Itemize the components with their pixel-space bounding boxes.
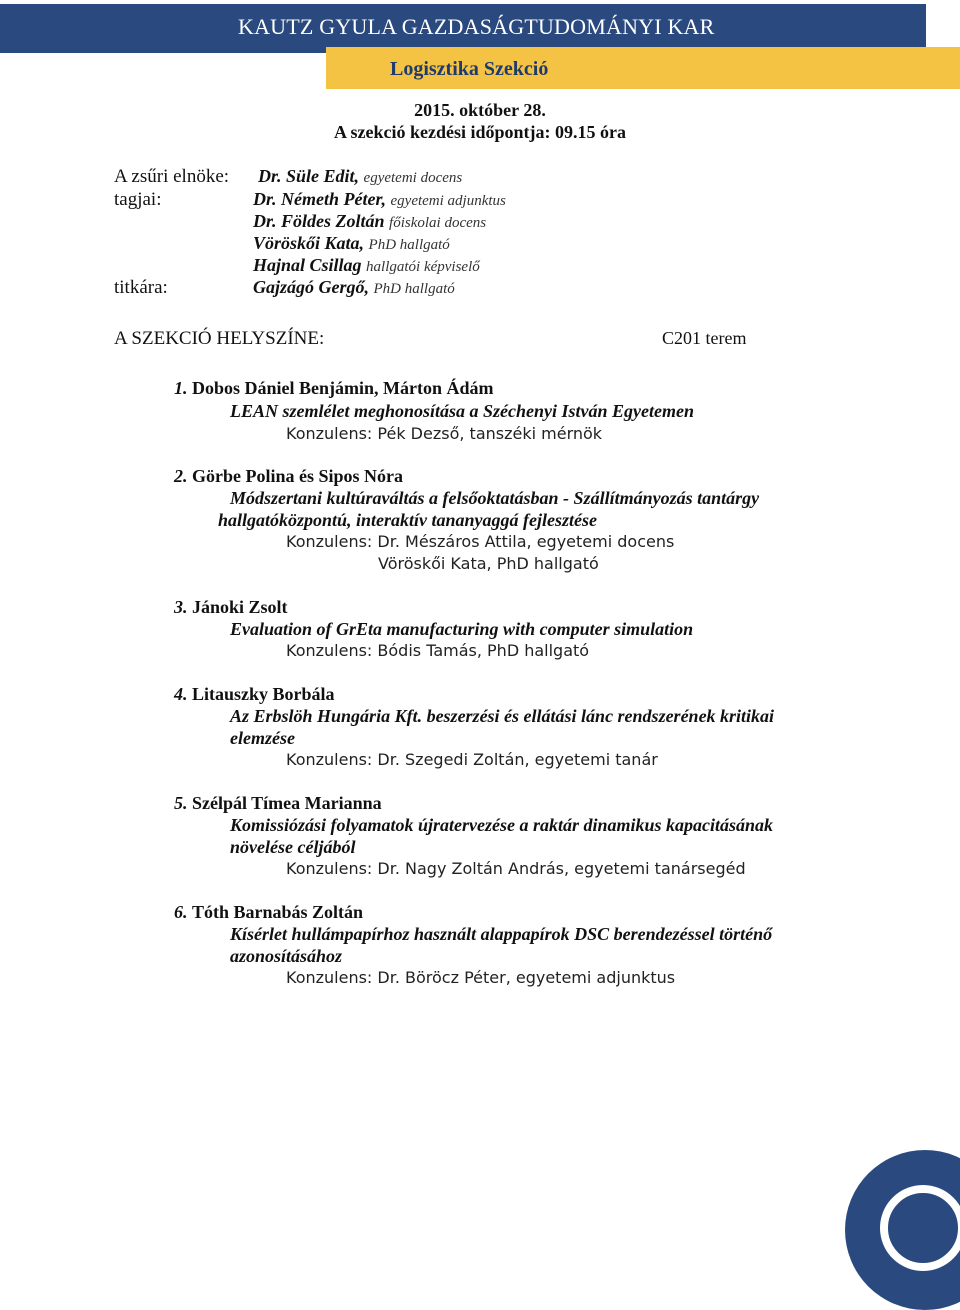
event-date: 2015. október 28. xyxy=(414,100,546,120)
presentation-consultant: Vöröskői Kata, PhD hallgató xyxy=(378,554,599,573)
presentation-header xyxy=(174,902,363,923)
presentation-number: 2. xyxy=(174,466,188,486)
presentation-authors: Tóth Barnabás Zoltán xyxy=(192,902,364,922)
jury-secretary xyxy=(253,277,455,298)
presentation-title: növelése céljából xyxy=(230,837,356,857)
jury-member xyxy=(253,189,506,210)
presentation-title: Komissiózási folyamatok újratervezése a raktár dinamikus kapacitásának xyxy=(230,815,774,835)
presentation-authors: Szélpál Tímea Marianna xyxy=(192,793,382,813)
jury-member-role: PhD hallgató xyxy=(368,237,450,253)
faculty-title: KAUTZ GYULA GAZDASÁGTUDOMÁNYI KAR xyxy=(238,14,715,39)
jury-chair-label: A zsűri elnöke: xyxy=(114,166,230,187)
jury-member-name: Vöröskői Kata, xyxy=(253,233,365,253)
jury-member-name: Dr. Földes Zoltán xyxy=(253,211,385,231)
university-logo-ring xyxy=(880,1185,960,1271)
presentation-authors: Jánoki Zsolt xyxy=(192,597,288,617)
presentation-title: elemzése xyxy=(230,728,295,748)
jury-member-role: hallgatói képviselő xyxy=(366,259,480,275)
presentation-header xyxy=(174,793,382,814)
presentation-consultant: Konzulens: Pék Dezső, tanszéki mérnök xyxy=(286,424,603,443)
jury-member-name: Dr. Németh Péter, xyxy=(253,189,386,209)
jury-member xyxy=(253,233,450,254)
presentation-number: 5. xyxy=(174,793,188,813)
presentation-authors: Dobos Dániel Benjámin, Márton Ádám xyxy=(192,378,494,398)
presentation-title: azonosításához xyxy=(230,946,343,966)
presentation-header xyxy=(174,684,335,705)
jury-member xyxy=(253,211,486,232)
jury-secretary-role: PhD hallgató xyxy=(373,281,455,297)
event-start: A szekció kezdési időpontja: 09.15 óra xyxy=(334,122,626,142)
presentation-header xyxy=(174,466,403,487)
venue-label: A SZEKCIÓ HELYSZÍNE: xyxy=(114,328,325,349)
presentation-number: 3. xyxy=(174,597,188,617)
jury-member xyxy=(253,255,480,276)
jury-chair-name: Dr. Süle Edit, xyxy=(258,166,360,186)
presentation-authors: Litauszky Borbála xyxy=(192,684,335,704)
presentation-consultant: Konzulens: Dr. Mészáros Attila, egyetemi docens xyxy=(286,532,675,551)
presentation-title: Kísérlet hullámpapírhoz használt alappapírok DSC berendezéssel történő xyxy=(230,924,773,944)
jury-chair-role: egyetemi docens xyxy=(363,170,463,186)
jury-chair xyxy=(258,166,462,187)
jury-secretary-name: Gajzágó Gergő, xyxy=(253,277,369,297)
presentation-title: Módszertani kultúraváltás a felsőoktatásban - Szállítmányozás tantárgy xyxy=(230,488,760,508)
jury-members-label: tagjai: xyxy=(114,189,162,210)
presentation-title: Evaluation of GrEta manufacturing with computer simulation xyxy=(230,619,694,639)
venue-room: C201 terem xyxy=(662,328,747,348)
presentation-title: Az Erbslöh Hungária Kft. beszerzési és ellátási lánc rendszerének kritikai xyxy=(230,706,775,726)
presentation-title: LEAN szemlélet meghonosítása a Széchenyi István Egyetemen xyxy=(230,401,694,421)
presentation-header xyxy=(174,378,494,399)
presentation-consultant: Konzulens: Dr. Böröcz Péter, egyetemi adjunktus xyxy=(286,968,676,987)
jury-member-role: egyetemi adjunktus xyxy=(390,193,506,209)
presentation-consultant: Konzulens: Bódis Tamás, PhD hallgató xyxy=(286,641,590,660)
presentation-header xyxy=(174,597,288,618)
jury-member-name: Hajnal Csillag xyxy=(253,255,362,275)
section-title: Logisztika Szekció xyxy=(390,58,549,80)
presentation-number: 1. xyxy=(174,378,188,398)
presentation-title: hallgatóközpontú, interaktív tananyaggá fejlesztése xyxy=(218,510,598,530)
jury-member-role: főiskolai docens xyxy=(389,215,487,231)
presentation-consultant: Konzulens: Dr. Szegedi Zoltán, egyetemi tanár xyxy=(286,750,658,769)
presentation-consultant: Konzulens: Dr. Nagy Zoltán András, egyetemi tanársegéd xyxy=(286,859,746,878)
presentation-authors: Görbe Polina és Sipos Nóra xyxy=(192,466,404,486)
jury-secretary-label: titkára: xyxy=(114,277,168,298)
presentation-number: 6. xyxy=(174,902,188,922)
presentation-number: 4. xyxy=(174,684,188,704)
